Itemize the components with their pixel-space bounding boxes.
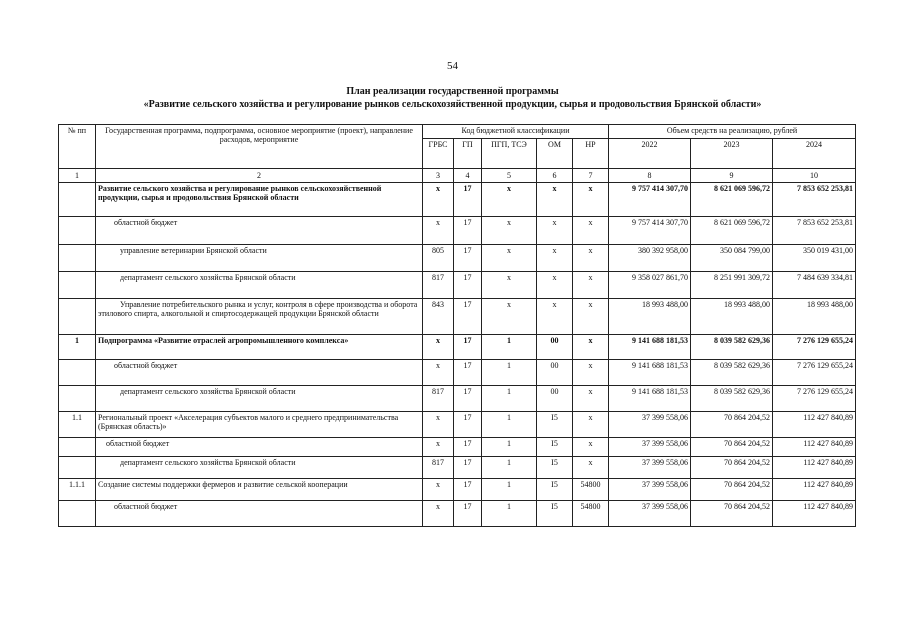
table-row — [59, 183, 856, 217]
column-number: 8 — [609, 169, 691, 183]
row-name: департамент сельского хозяйства Брянской области — [96, 386, 423, 412]
row-name: Подпрограмма «Развитие отраслей агропромышленного комплекса» — [96, 335, 423, 360]
row-num — [59, 299, 96, 335]
header-om: ОМ — [537, 139, 573, 169]
row-ppgp: 1 — [482, 501, 537, 527]
header-gp: ГП — [454, 139, 482, 169]
table-row — [59, 360, 856, 386]
row-num: 1.1.1 — [59, 479, 96, 501]
row-gp: 17 — [454, 272, 482, 299]
column-number: 7 — [573, 169, 609, 183]
header-num: № пп — [59, 125, 96, 169]
row-2023: 70 864 204,52 — [691, 438, 773, 457]
column-number: 2 — [96, 169, 423, 183]
row-grbs: х — [423, 501, 454, 527]
row-name: Управление потребительского рынка и услуг, контроля в сфере производства и оборота этилового спирта, алкогольной и спиртосодержащей продукции Брянской области — [96, 299, 423, 335]
row-num — [59, 438, 96, 457]
row-name: Создание системы поддержки фермеров и развитие сельской кооперации — [96, 479, 423, 501]
row-np: х — [573, 457, 609, 479]
row-num — [59, 183, 96, 217]
row-name: областной бюджет — [96, 360, 423, 386]
row-gp: 17 — [454, 479, 482, 501]
row-name: Региональный проект «Акселерация субъектов малого и среднего предпринимательства (Брянская область)» — [96, 412, 423, 438]
row-grbs: 843 — [423, 299, 454, 335]
row-name: областной бюджет — [96, 501, 423, 527]
row-om: х — [537, 272, 573, 299]
row-grbs: х — [423, 360, 454, 386]
row-gp: 17 — [454, 335, 482, 360]
header-grbs: ГРБС — [423, 139, 454, 169]
row-np: х — [573, 217, 609, 245]
row-gp: 17 — [454, 386, 482, 412]
row-om: I5 — [537, 501, 573, 527]
table-row — [59, 438, 856, 457]
row-ppgp: 1 — [482, 360, 537, 386]
column-number: 9 — [691, 169, 773, 183]
row-ppgp: 1 — [482, 386, 537, 412]
row-2024: 7 853 652 253,81 — [773, 217, 856, 245]
row-grbs: х — [423, 412, 454, 438]
document-title-line2: «Развитие сельского хозяйства и регулирование рынков сельскохозяйственной продукции, сырья и продовольствия Брянской области» — [143, 99, 762, 110]
header-code-group: Код бюджетной классификации — [423, 125, 609, 139]
row-name: управление ветеринарии Брянской области — [96, 245, 423, 272]
row-grbs: х — [423, 438, 454, 457]
column-number: 3 — [423, 169, 454, 183]
row-2024: 7 484 639 334,81 — [773, 272, 856, 299]
row-num — [59, 245, 96, 272]
row-2023: 8 251 991 309,72 — [691, 272, 773, 299]
row-2022: 37 399 558,06 — [609, 501, 691, 527]
row-np: х — [573, 386, 609, 412]
row-2023: 70 864 204,52 — [691, 457, 773, 479]
row-om: х — [537, 217, 573, 245]
row-gp: 17 — [454, 183, 482, 217]
row-grbs: х — [423, 335, 454, 360]
row-2023: 350 084 799,00 — [691, 245, 773, 272]
row-gp: 17 — [454, 217, 482, 245]
table-row — [59, 501, 856, 527]
row-grbs: 817 — [423, 386, 454, 412]
row-2024: 7 276 129 655,24 — [773, 335, 856, 360]
row-np: х — [573, 412, 609, 438]
row-ppgp: х — [482, 217, 537, 245]
row-name: областной бюджет — [96, 438, 423, 457]
row-num — [59, 272, 96, 299]
row-2024: 112 427 840,89 — [773, 438, 856, 457]
row-2023: 8 039 582 629,36 — [691, 386, 773, 412]
row-2022: 9 141 688 181,53 — [609, 360, 691, 386]
row-om: 00 — [537, 386, 573, 412]
row-2022: 380 392 958,00 — [609, 245, 691, 272]
row-np: 54800 — [573, 501, 609, 527]
row-ppgp: 1 — [482, 438, 537, 457]
row-ppgp: 1 — [482, 479, 537, 501]
row-2022: 37 399 558,06 — [609, 479, 691, 501]
row-np: х — [573, 438, 609, 457]
table-row — [59, 217, 856, 245]
row-name: областной бюджет — [96, 217, 423, 245]
row-np: х — [573, 183, 609, 217]
row-gp: 17 — [454, 245, 482, 272]
page-number: 54 — [447, 60, 458, 72]
table-row — [59, 479, 856, 501]
row-ppgp: х — [482, 299, 537, 335]
row-om: I5 — [537, 412, 573, 438]
row-2023: 70 864 204,52 — [691, 479, 773, 501]
row-om: I5 — [537, 457, 573, 479]
row-num — [59, 457, 96, 479]
row-num — [59, 360, 96, 386]
row-num — [59, 217, 96, 245]
row-num: 1 — [59, 335, 96, 360]
row-om: 00 — [537, 335, 573, 360]
row-2024: 350 019 431,00 — [773, 245, 856, 272]
row-2022: 18 993 488,00 — [609, 299, 691, 335]
row-2022: 9 358 027 861,70 — [609, 272, 691, 299]
header-np: НР — [573, 139, 609, 169]
row-2023: 70 864 204,52 — [691, 501, 773, 527]
row-2023: 8 621 069 596,72 — [691, 183, 773, 217]
row-2023: 70 864 204,52 — [691, 412, 773, 438]
row-2024: 7 276 129 655,24 — [773, 360, 856, 386]
row-num: 1.1 — [59, 412, 96, 438]
row-2024: 112 427 840,89 — [773, 479, 856, 501]
table-row — [59, 412, 856, 438]
row-2024: 18 993 488,00 — [773, 299, 856, 335]
header-2024: 2024 — [773, 139, 856, 169]
row-2024: 7 276 129 655,24 — [773, 386, 856, 412]
row-ppgp: 1 — [482, 335, 537, 360]
row-2022: 9 757 414 307,70 — [609, 183, 691, 217]
row-om: х — [537, 299, 573, 335]
row-gp: 17 — [454, 501, 482, 527]
row-gp: 17 — [454, 299, 482, 335]
program-plan-table — [58, 124, 856, 527]
header-ppgp: ПГП, ТСЭ — [482, 139, 537, 169]
row-om: 00 — [537, 360, 573, 386]
row-np: х — [573, 299, 609, 335]
row-grbs: х — [423, 479, 454, 501]
row-2022: 9 141 688 181,53 — [609, 386, 691, 412]
row-ppgp: 1 — [482, 412, 537, 438]
row-om: I5 — [537, 438, 573, 457]
column-number: 1 — [59, 169, 96, 183]
row-om: х — [537, 245, 573, 272]
row-grbs: х — [423, 183, 454, 217]
row-np: х — [573, 360, 609, 386]
table-row — [59, 335, 856, 360]
row-ppgp: х — [482, 245, 537, 272]
row-np: х — [573, 245, 609, 272]
row-2024: 112 427 840,89 — [773, 501, 856, 527]
row-name: Развитие сельского хозяйства и регулирование рынков сельскохозяйственной продукции, сырья и продовольствия Брянской области — [96, 183, 423, 217]
header-funding-group: Объем средств на реализацию, рублей — [609, 125, 856, 139]
row-gp: 17 — [454, 438, 482, 457]
row-ppgp: х — [482, 183, 537, 217]
row-ppgp: 1 — [482, 457, 537, 479]
row-gp: 17 — [454, 360, 482, 386]
column-number: 6 — [537, 169, 573, 183]
table-row — [59, 386, 856, 412]
row-name: департамент сельского хозяйства Брянской области — [96, 457, 423, 479]
table-row — [59, 245, 856, 272]
column-number: 4 — [454, 169, 482, 183]
row-np: х — [573, 335, 609, 360]
row-2023: 8 621 069 596,72 — [691, 217, 773, 245]
row-grbs: 817 — [423, 272, 454, 299]
row-gp: 17 — [454, 412, 482, 438]
header-2023: 2023 — [691, 139, 773, 169]
column-number-row — [59, 169, 856, 183]
row-2024: 112 427 840,89 — [773, 457, 856, 479]
row-2023: 18 993 488,00 — [691, 299, 773, 335]
row-grbs: х — [423, 217, 454, 245]
column-number: 5 — [482, 169, 537, 183]
row-om: I5 — [537, 479, 573, 501]
row-2022: 9 757 414 307,70 — [609, 217, 691, 245]
row-np: 54800 — [573, 479, 609, 501]
row-num — [59, 501, 96, 527]
row-np: х — [573, 272, 609, 299]
row-name: департамент сельского хозяйства Брянской области — [96, 272, 423, 299]
row-2024: 7 853 652 253,81 — [773, 183, 856, 217]
document-title-line1: План реализации государственной программы — [346, 86, 559, 97]
row-gp: 17 — [454, 457, 482, 479]
column-number: 10 — [773, 169, 856, 183]
row-2024: 112 427 840,89 — [773, 412, 856, 438]
row-grbs: 805 — [423, 245, 454, 272]
table-row — [59, 457, 856, 479]
row-2022: 37 399 558,06 — [609, 412, 691, 438]
table-row — [59, 272, 856, 299]
header-2022: 2022 — [609, 139, 691, 169]
row-grbs: 817 — [423, 457, 454, 479]
header-name: Государственная программа, подпрограмма, основное мероприятие (проект), направление расходов, мероприятие — [96, 125, 423, 169]
row-2022: 9 141 688 181,53 — [609, 335, 691, 360]
row-2023: 8 039 582 629,36 — [691, 335, 773, 360]
row-2023: 8 039 582 629,36 — [691, 360, 773, 386]
table-row — [59, 299, 856, 335]
row-2022: 37 399 558,06 — [609, 438, 691, 457]
row-num — [59, 386, 96, 412]
row-om: х — [537, 183, 573, 217]
row-ppgp: х — [482, 272, 537, 299]
row-2022: 37 399 558,06 — [609, 457, 691, 479]
